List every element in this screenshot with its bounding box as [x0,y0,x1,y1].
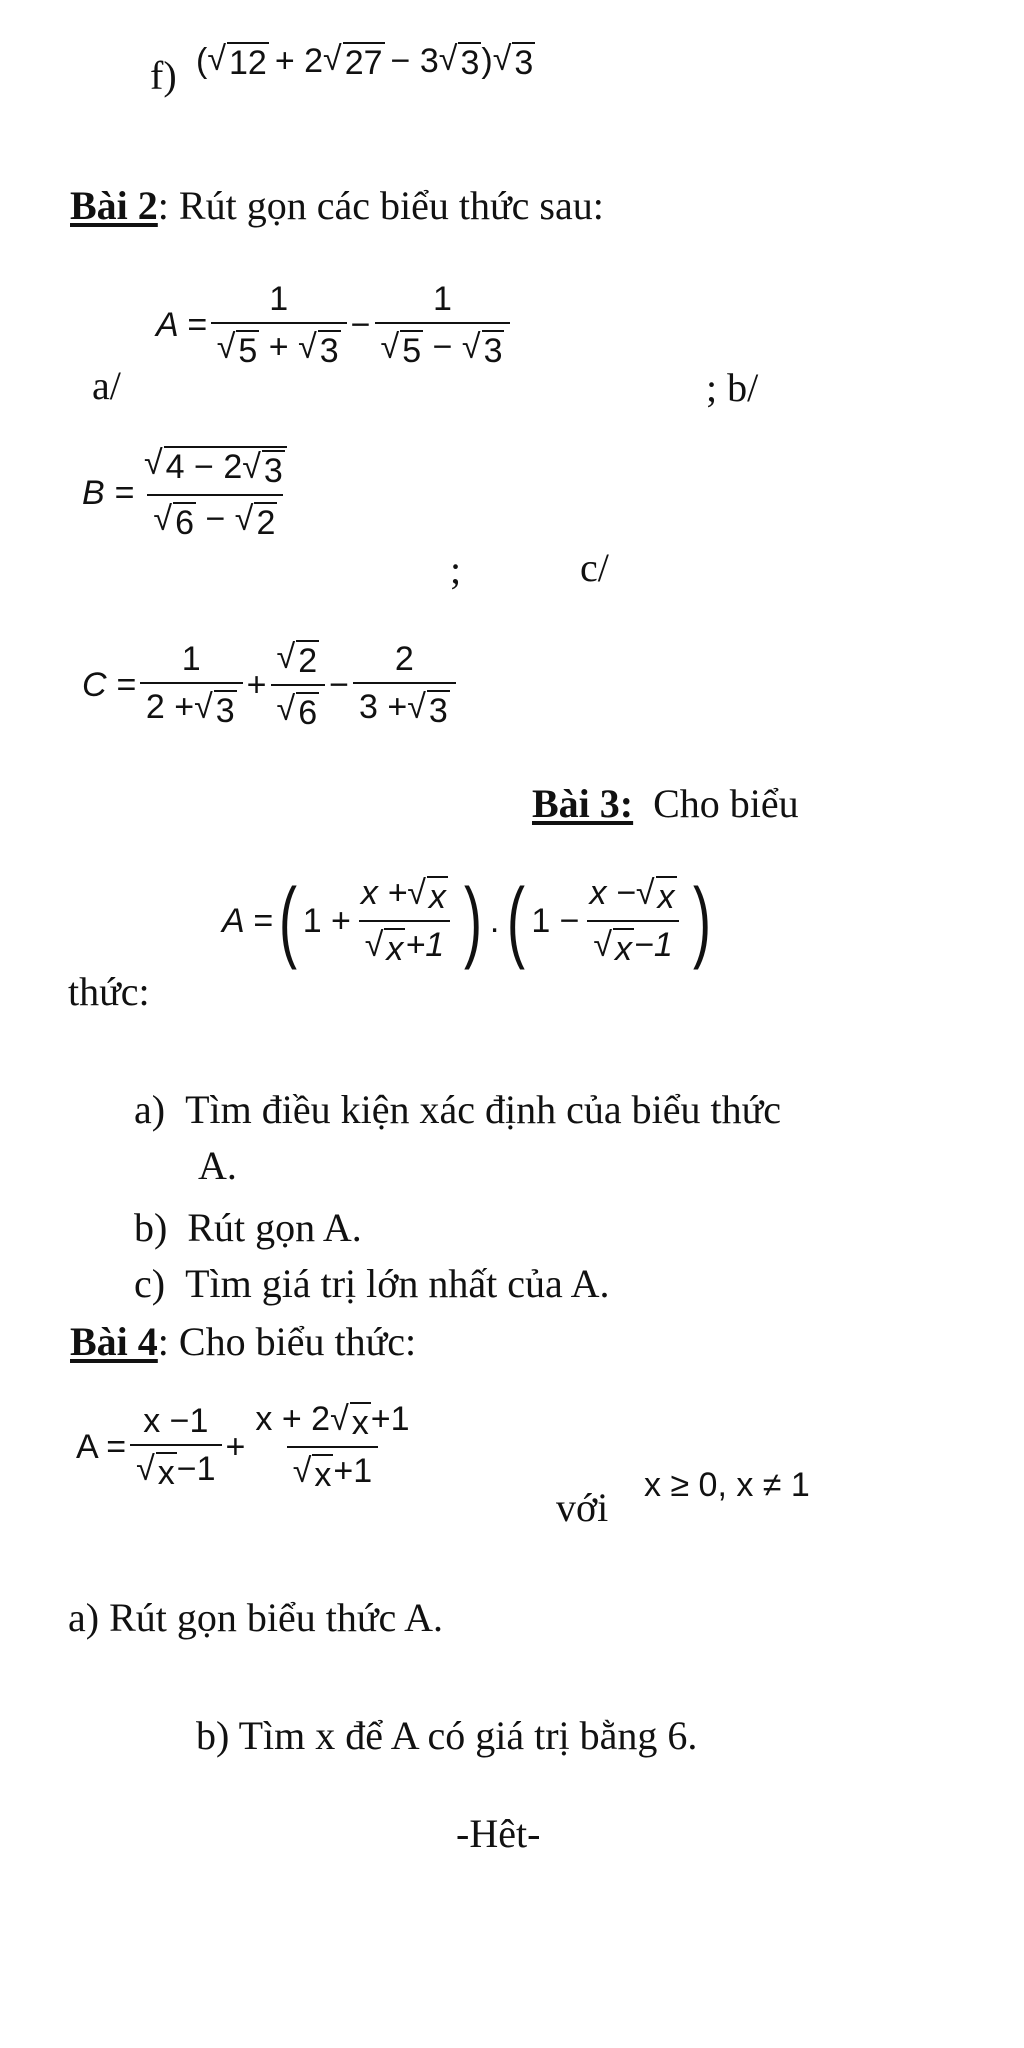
lhs: A = [156,306,207,344]
operator: − [329,666,349,704]
bai3-continuation: thức: [68,969,150,1014]
radicand: x [351,1404,369,1442]
bai4-title: Bài 4 [70,1319,158,1364]
denominator: 3 + √ 3 [353,682,456,728]
item-c-label: c/ [580,545,609,590]
left-paren: ( [507,871,526,971]
fraction [140,642,243,728]
denominator: 2 + √ 3 [140,682,243,728]
radicand: 6 [175,504,195,542]
expr-bai4 [76,1402,420,1492]
fraction [211,282,347,368]
radicand: 3 [460,44,480,82]
right-paren: ) [463,871,482,971]
radicand: 5 [402,332,422,370]
fraction [584,876,683,966]
list-marker: a) [134,1087,166,1132]
item-f-label: f) [150,53,177,98]
fraction [355,876,454,966]
lhs: A = [76,1428,127,1466]
radicand: 3 [263,452,283,490]
term: x + [360,874,408,912]
term: + 2 [274,42,324,80]
fraction [130,1404,221,1490]
term: − 3 [390,42,439,80]
denominator: √ x −1 [130,1444,221,1490]
domain-condition: x ≥ 0, x ≠ 1 [644,1466,810,1504]
term: 1 − [531,902,580,940]
expr-c [82,640,460,730]
radicand: 3 [514,44,534,82]
bai3-item-c [134,1261,610,1306]
radicand: 2 [298,642,318,680]
sqrt-3: √ 3 [438,40,480,82]
denominator: √ x −1 [587,920,678,966]
open-paren: ( [196,42,208,80]
bai2-title: Bài 2 [70,183,158,228]
bai4-part-a: a) Rút gọn biểu thức A. [68,1595,443,1640]
numerator: x −1 [143,1402,209,1440]
bai3-item-a-cont: A. [198,1143,237,1188]
term: −1 [176,1450,216,1488]
term: +1 [370,1400,410,1438]
operator: − [350,306,371,344]
numerator: 2 [394,640,414,678]
expr-a [156,282,514,368]
fraction [353,642,456,728]
bai2-heading [70,183,604,228]
term: 3 + [358,688,408,726]
denominator: √ 6 [271,684,326,730]
radicand: x [386,930,404,968]
radicand: 3 [483,332,503,370]
numerator: x − √ x [589,874,675,916]
term: 1 + [302,902,351,940]
lhs: A = [222,902,273,940]
radicand: 2 [256,504,276,542]
bai4-heading [70,1319,417,1364]
fraction [138,446,293,540]
numerator: √ 2 [276,638,318,680]
term: x − [589,874,636,912]
radicand: 27 [344,44,383,82]
expr-bai3 [222,871,717,971]
numerator: x + 2 √ x +1 [255,1400,410,1442]
item-f-expression [196,42,535,80]
numerator: x + √ x [360,874,446,916]
radicand: 3 [215,692,235,730]
radicand: 4 − 2 [165,448,243,486]
lhs: B = [82,474,134,512]
sqrt-12: √ 12 [207,40,267,82]
fraction [249,1402,415,1492]
radicand: 3 [428,692,448,730]
separator-b: ; b/ [706,365,759,410]
list-text: Tìm giá trị lớn nhất của A. [185,1261,610,1306]
term: +1 [405,926,445,964]
term: +1 [333,1452,373,1490]
radicand: 12 [229,44,267,82]
radicand: 6 [298,694,318,732]
radicand: 3 [319,332,339,370]
bai3-heading [532,781,799,826]
bai3-instruction: Cho biểu [653,781,799,826]
operator: + [225,1428,246,1466]
bai4-instruction: : Cho biểu thức: [157,1319,417,1364]
sqrt-3: √ 3 [492,40,534,82]
term: x + 2 [255,1400,331,1438]
radicand: x [314,1456,332,1494]
left-paren: ( [278,871,297,971]
fraction [271,640,326,730]
list-text: Tìm điều kiện xác định của biểu thức [185,1087,782,1132]
multiply-dot: . [489,902,500,940]
item-a-label: a/ [92,363,121,408]
end-marker: -Hêt- [456,1811,541,1856]
numerator: 1 [433,280,452,318]
voi-word: với [556,1485,609,1530]
numerator: 1 [181,640,201,678]
sqrt-27: √ 27 [323,40,383,82]
operator: + [246,666,267,704]
denominator: √ x +1 [287,1446,378,1492]
radicand: 5 [238,332,258,370]
operator: − [432,328,453,366]
denominator: √ 5 − √ 3 [375,322,511,368]
denominator: √ x +1 [359,920,450,966]
expr-b [82,446,297,540]
list-marker: b) [134,1205,168,1250]
bai3-title: Bài 3: [532,781,634,826]
term: 2 + [145,688,195,726]
numerator: 1 [269,280,289,318]
close-paren: ) [481,42,493,80]
bai4-part-b: b) Tìm x để A có giá trị bằng 6. [196,1713,698,1758]
fraction [375,282,511,368]
radicand: x [614,930,632,968]
separator-c: ; [450,547,462,592]
term: −1 [633,926,673,964]
list-marker: c) [134,1261,166,1306]
radicand: x [657,878,675,916]
operator: − [205,500,226,538]
denominator: √ 6 − √ 2 [147,494,283,540]
denominator: √ 5 + √ 3 [211,322,347,368]
bai2-instruction: : Rút gọn các biểu thức sau: [157,183,604,228]
list-text: Rút gọn A. [187,1205,362,1250]
lhs: C = [82,666,136,704]
bai3-item-b [134,1205,362,1250]
right-paren: ) [692,871,711,971]
bai3-item-a [134,1087,782,1132]
operator: + [268,328,289,366]
numerator: √ 4 − 2 √ 3 [138,446,293,494]
radicand: x [428,878,446,916]
radicand: x [157,1454,175,1492]
